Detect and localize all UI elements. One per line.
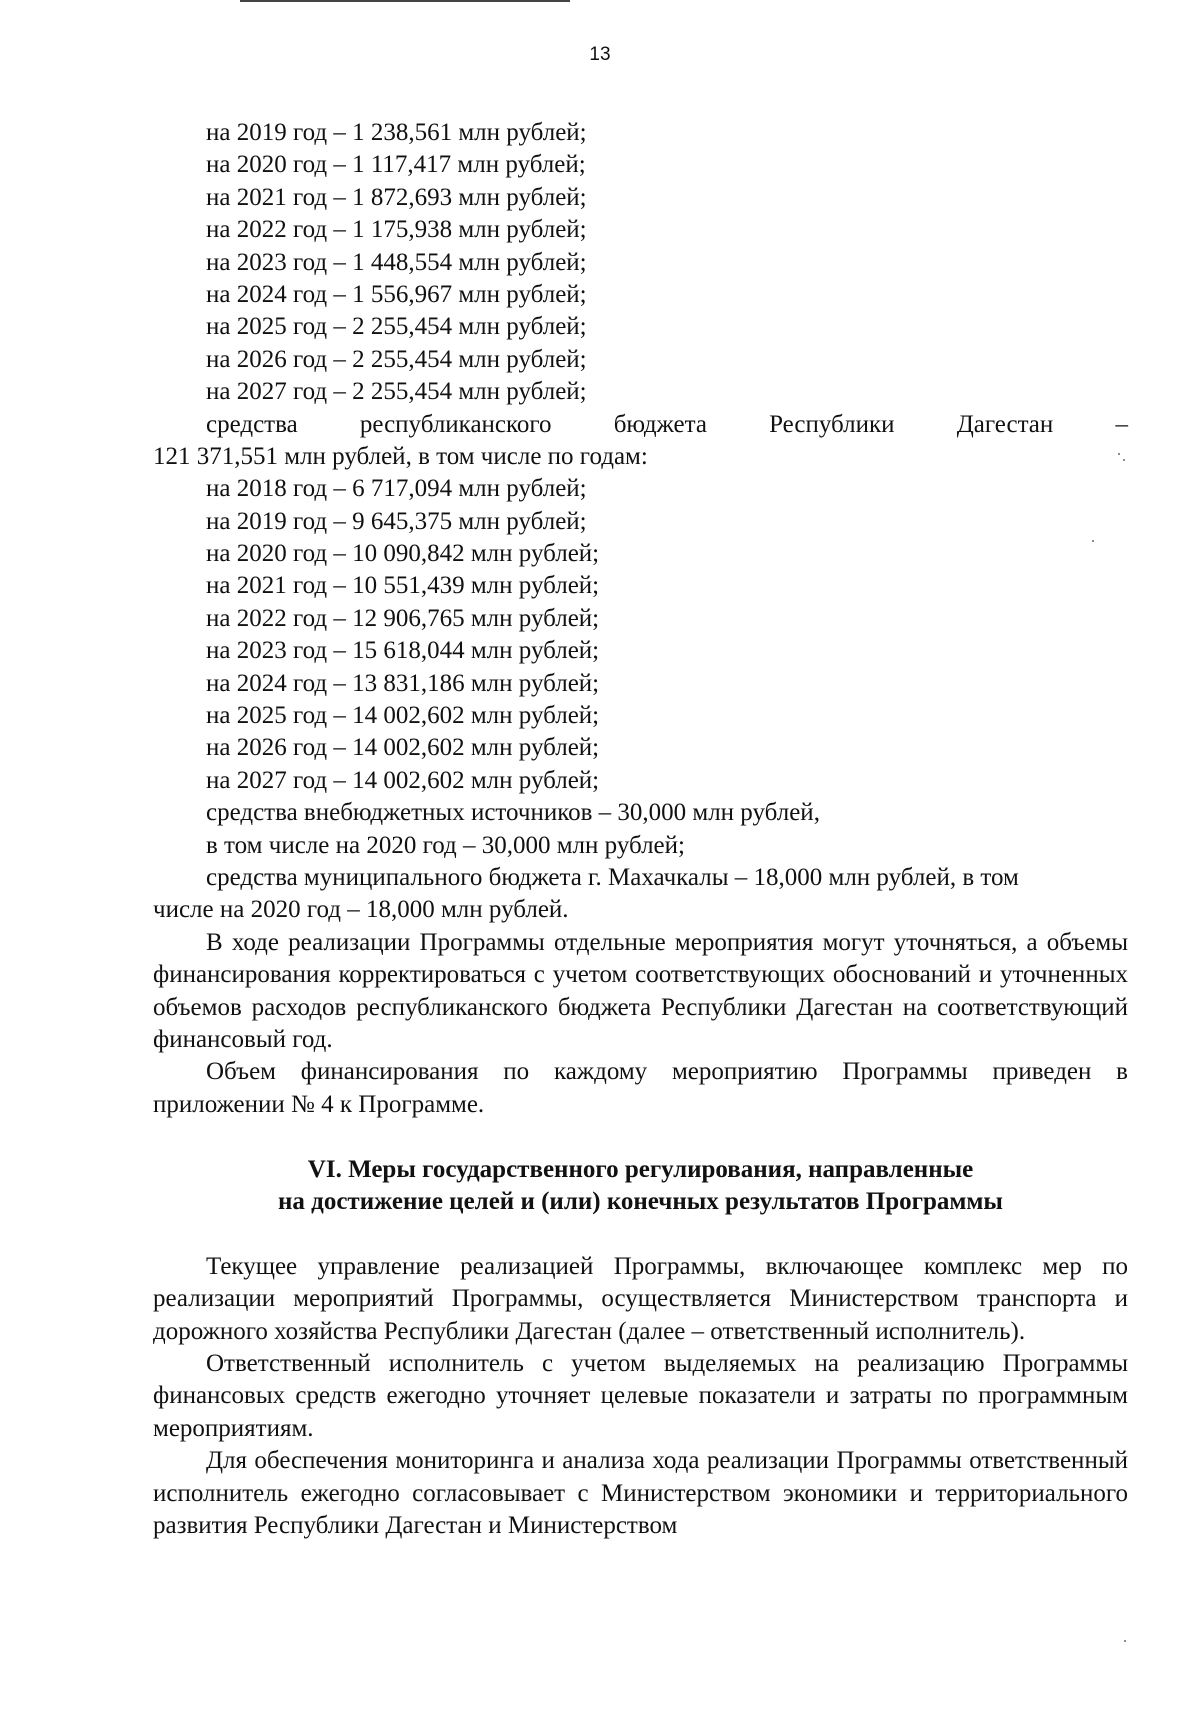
list-item: на 2019 год – 9 645,375 млн рублей; [206, 507, 587, 535]
funding-by-year-list-b [153, 473, 1128, 797]
list-item: на 2022 год – 1 175,938 млн рублей; [206, 216, 587, 244]
paragraph-appendix: Объем финансирования по каждому мероприятию Программы приведен в приложении № 4 к Программе. [153, 1058, 1128, 1118]
paragraph-adjustment: В ходе реализации Программы отдельные мероприятия могут уточняться, а объемы финансирования корректироваться с учетом соответствующих обоснований и уточненных объемов расходов республиканского бюджета Республики Дагестан на соответствующий финансовый год. [153, 928, 1128, 1053]
word: Республики [769, 410, 895, 438]
section-heading [153, 1154, 1128, 1219]
word: бюджета [613, 410, 707, 438]
list-item: на 2027 год – 2 255,454 млн рублей; [206, 378, 587, 406]
word: Дагестан [956, 410, 1054, 438]
list-item: на 2025 год – 14 002,602 млн рублей; [206, 702, 600, 730]
paragraph-executor: Ответственный исполнитель с учетом выделяемых на реализацию Программы финансовых средств ежегодно уточняет целевые показатели и затраты по программным мероприятиям. [153, 1350, 1128, 1442]
list-item: на 2027 год – 14 002,602 млн рублей; [206, 766, 600, 794]
republic-budget-total: 121 371,551 млн рублей, в том числе по годам: [153, 442, 648, 470]
word: республиканского [359, 410, 552, 438]
section-heading-line: на достижение целей и (или) конечных результатов Программы [278, 1188, 1003, 1215]
section-heading-line: VI. Меры государственного регулирования, направленные [307, 1155, 974, 1183]
list-item: на 2020 год – 10 090,842 млн рублей; [206, 540, 600, 568]
offbudget-sources-detail: в том числе на 2020 год – 30,000 млн рублей; [206, 831, 685, 859]
list-item: на 2024 год – 1 556,967 млн рублей; [206, 280, 587, 308]
list-item: на 2021 год – 10 551,439 млн рублей; [206, 572, 600, 600]
list-item: на 2020 год – 1 117,417 млн рублей; [206, 151, 586, 179]
list-item: на 2018 год – 6 717,094 млн рублей; [206, 475, 587, 503]
list-item: на 2026 год – 2 255,454 млн рублей; [206, 345, 587, 373]
list-item: на 2022 год – 12 906,765 млн рублей; [206, 604, 600, 632]
list-item: на 2019 год – 1 238,561 млн рублей; [206, 119, 587, 146]
paragraph-monitoring: Для обеспечения мониторинга и анализа хода реализации Программы ответственный исполнитель ежегодно согласовывает с Министерством экономики и территориального развития Республики Дагестан и Министерством [153, 1447, 1128, 1540]
spacer [153, 1121, 1128, 1153]
page-number: 13 [589, 44, 611, 65]
word: – [1115, 410, 1128, 438]
municipal-budget-detail: числе на 2020 год – 18,000 млн рублей. [153, 896, 569, 924]
list-item: на 2026 год – 14 002,602 млн рублей; [206, 734, 600, 762]
word: средства [206, 410, 298, 438]
document-body [153, 117, 1128, 1542]
paragraph-management: Текущее управление реализацией Программы, включающее комплекс мер по реализации мероприятий Программы, осуществляется Министерством транспорта и дорожного хозяйства Республики Дагестан (далее – ответственный исполнитель). [153, 1252, 1128, 1345]
scan-top-rule [240, 0, 570, 2]
list-item: на 2023 год – 1 448,554 млн рублей; [206, 248, 587, 276]
municipal-budget: средства муниципального бюджета г. Махачкалы – 18,000 млн рублей, в том [206, 863, 1019, 891]
list-item: на 2025 год – 2 255,454 млн рублей; [206, 313, 587, 341]
scan-speck [1124, 1640, 1126, 1642]
list-item: на 2023 год – 15 618,044 млн рублей; [206, 637, 600, 665]
spacer [153, 1218, 1128, 1250]
offbudget-sources: средства внебюджетных источников – 30,000 млн рублей, [206, 799, 820, 827]
funding-by-year-list-a [153, 117, 1128, 409]
list-item: на 2021 год – 1 872,693 млн рублей; [206, 183, 587, 211]
list-item: на 2024 год – 13 831,186 млн рублей; [206, 669, 600, 697]
republic-budget-line [153, 409, 1128, 441]
